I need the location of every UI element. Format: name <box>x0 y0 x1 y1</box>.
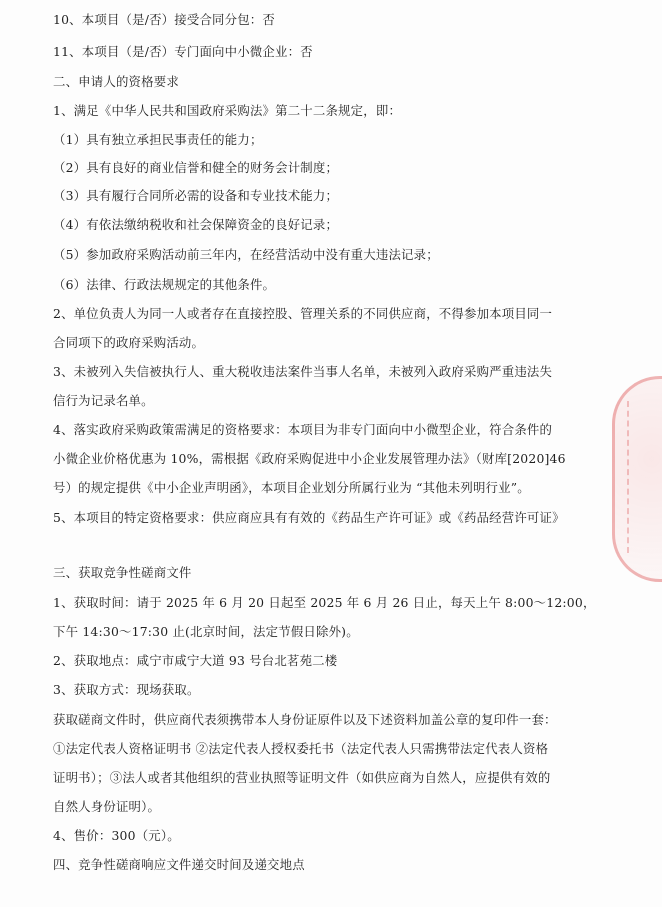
seal-detail <box>627 401 662 553</box>
requirement-3-line-1: 3、未被列入失信被执行人、重大税收违法案件当事人名单，未被列入政府采购严重违法失 <box>53 364 553 379</box>
price: 4、售价：300（元）。 <box>53 828 180 843</box>
requirement-1: 1、满足《中华人民共和国政府采购法》第二十二条规定，即： <box>53 103 402 118</box>
requirement-2-line-1: 2、单位负责人为同一人或者存在直接控股、管理关系的不同供应商，不得参加本项目同一 <box>53 306 553 321</box>
requirement-3-line-2: 信行为记录名单。 <box>53 393 154 408</box>
requirement-1-item-5: （5）参加政府采购活动前三年内，在经营活动中没有重大违法记录； <box>53 247 439 262</box>
red-seal-edge <box>612 376 662 582</box>
requirement-2-line-2: 合同项下的政府采购活动。 <box>53 335 205 350</box>
section-4-heading: 四、竞争性磋商响应文件递交时间及递交地点 <box>53 857 305 872</box>
section-3-heading: 三、获取竞争性磋商文件 <box>53 565 192 580</box>
requirement-1-item-3: （3）具有履行合同所必需的设备和专业技术能力； <box>53 188 339 203</box>
document-list-line-3: 自然人身份证明）。 <box>53 799 161 814</box>
document-list-line-2: 证明书）；③法人或者其他组织的营业执照等证明文件（如供应商为自然人，应提供有效的 <box>53 770 551 785</box>
requirement-4-line-1: 4、落实政府采购政策需满足的资格要求：本项目为非专门面向中小微型企业，符合条件的 <box>53 422 553 437</box>
acquisition-time-line-1: 1、获取时间：请于 2025 年 6 月 20 日起至 2025 年 6 月 26 日止，每天上午 8:00～12:00， <box>53 595 596 610</box>
line-11-sme: 11、本项目（是/否）专门面向中小微企业：否 <box>53 44 313 59</box>
requirement-1-item-2: （2）具有良好的商业信誉和健全的财务会计制度； <box>53 160 339 175</box>
requirement-1-item-6: （6）法律、行政法规规定的其他条件。 <box>53 277 276 292</box>
acquisition-location: 2、获取地点：咸宁市咸宁大道 93 号台北茗苑二楼 <box>53 653 338 668</box>
acquisition-time-line-2: 下午 14:30～17:30 止(北京时间，法定节假日除外)。 <box>53 624 359 639</box>
document-requirement: 获取磋商文件时，供应商代表须携带本人身份证原件以及下述资料加盖公章的复印件一套： <box>53 712 557 727</box>
acquisition-method: 3、获取方式：现场获取。 <box>53 682 200 697</box>
section-2-heading: 二、申请人的资格要求 <box>53 74 179 89</box>
requirement-1-item-4: （4）有依法缴纳税收和社会保障资金的良好记录； <box>53 217 339 232</box>
document-list-line-1: ①法定代表人资格证明书 ②法定代表人授权委托书（法定代表人只需携带法定代表人资格 <box>53 741 549 756</box>
requirement-1-item-1: （1）具有独立承担民事责任的能力； <box>53 132 263 147</box>
requirement-5: 5、本项目的特定资格要求：供应商应具有有效的《药品生产许可证》或《药品经营许可证》 <box>53 510 565 525</box>
requirement-4-line-3: 号）的规定提供《中小企业声明函》，本项目企业划分所属行业为 “其他未列明行业”。 <box>53 480 530 495</box>
line-10-subcontract: 10、本项目（是/否）接受合同分包：否 <box>53 12 275 27</box>
requirement-4-line-2: 小微企业价格优惠为 10%，需根据《政府采购促进中小企业发展管理办法》（财库[2020]46 <box>53 451 566 466</box>
